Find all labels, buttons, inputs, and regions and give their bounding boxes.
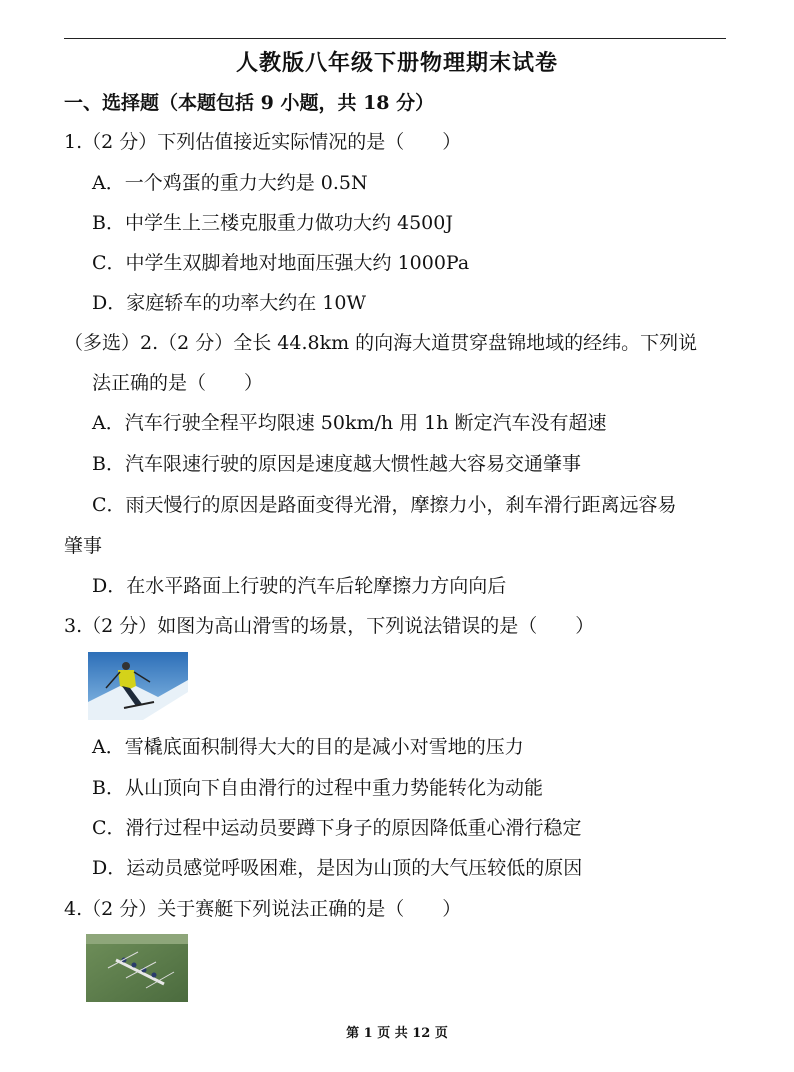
question-4-stem: 4.（2 分）关于赛艇下列说法正确的是（ ） <box>64 898 462 920</box>
question-3-option-b: B．从山顶向下自由滑行的过程中重力势能转化为动能 <box>92 777 543 799</box>
question-2-stem-line1: （多选）2.（2 分）全长 44.8km 的向海大道贯穿盘锦地域的经纬。下列说 <box>64 332 698 354</box>
skiing-image <box>88 652 188 720</box>
question-1-option-c: C．中学生双脚着地对地面压强大约 1000Pa <box>92 252 470 274</box>
question-1-stem: 1.（2 分）下列估值接近实际情况的是（ ） <box>64 131 462 153</box>
question-3-option-a: A．雪橇底面积制得大大的目的是减小对雪地的压力 <box>92 736 524 758</box>
question-2-option-a: A．汽车行驶全程平均限速 50km/h 用 1h 断定汽车没有超速 <box>92 412 607 434</box>
header-rule <box>64 38 726 39</box>
question-1-option-a: A．一个鸡蛋的重力大约是 0.5N <box>92 172 368 194</box>
question-2-option-d: D．在水平路面上行驶的汽车后轮摩擦力方向向后 <box>92 575 507 597</box>
page-number-footer: 第 1 页 共 12 页 <box>346 1026 448 1041</box>
question-2-option-c: C．雨天慢行的原因是路面变得光滑，摩擦力小，刹车滑行距离远容易 <box>92 494 677 516</box>
question-2-stem-line2: 法正确的是（ ） <box>92 372 264 394</box>
question-2-option-c-continued: 肇事 <box>64 535 103 557</box>
section-heading: 一、选择题（本题包括 9 小题，共 18 分） <box>64 92 435 114</box>
question-1-option-b: B．中学生上三楼克服重力做功大约 4500J <box>92 212 453 234</box>
question-2-option-b: B．汽车限速行驶的原因是速度越大惯性越大容易交通肇事 <box>92 453 581 475</box>
question-3-stem: 3.（2 分）如图为高山滑雪的场景，下列说法错误的是（ ） <box>64 615 595 637</box>
question-1-option-d: D．家庭轿车的功率大约在 10W <box>92 292 366 314</box>
rowing-boat-image <box>86 934 188 1002</box>
page-title: 人教版八年级下册物理期末试卷 <box>235 50 558 76</box>
question-3-option-c: C．滑行过程中运动员要蹲下身子的原因降低重心滑行稳定 <box>92 817 582 839</box>
question-3-option-d: D．运动员感觉呼吸困难，是因为山顶的大气压较低的原因 <box>92 857 583 879</box>
